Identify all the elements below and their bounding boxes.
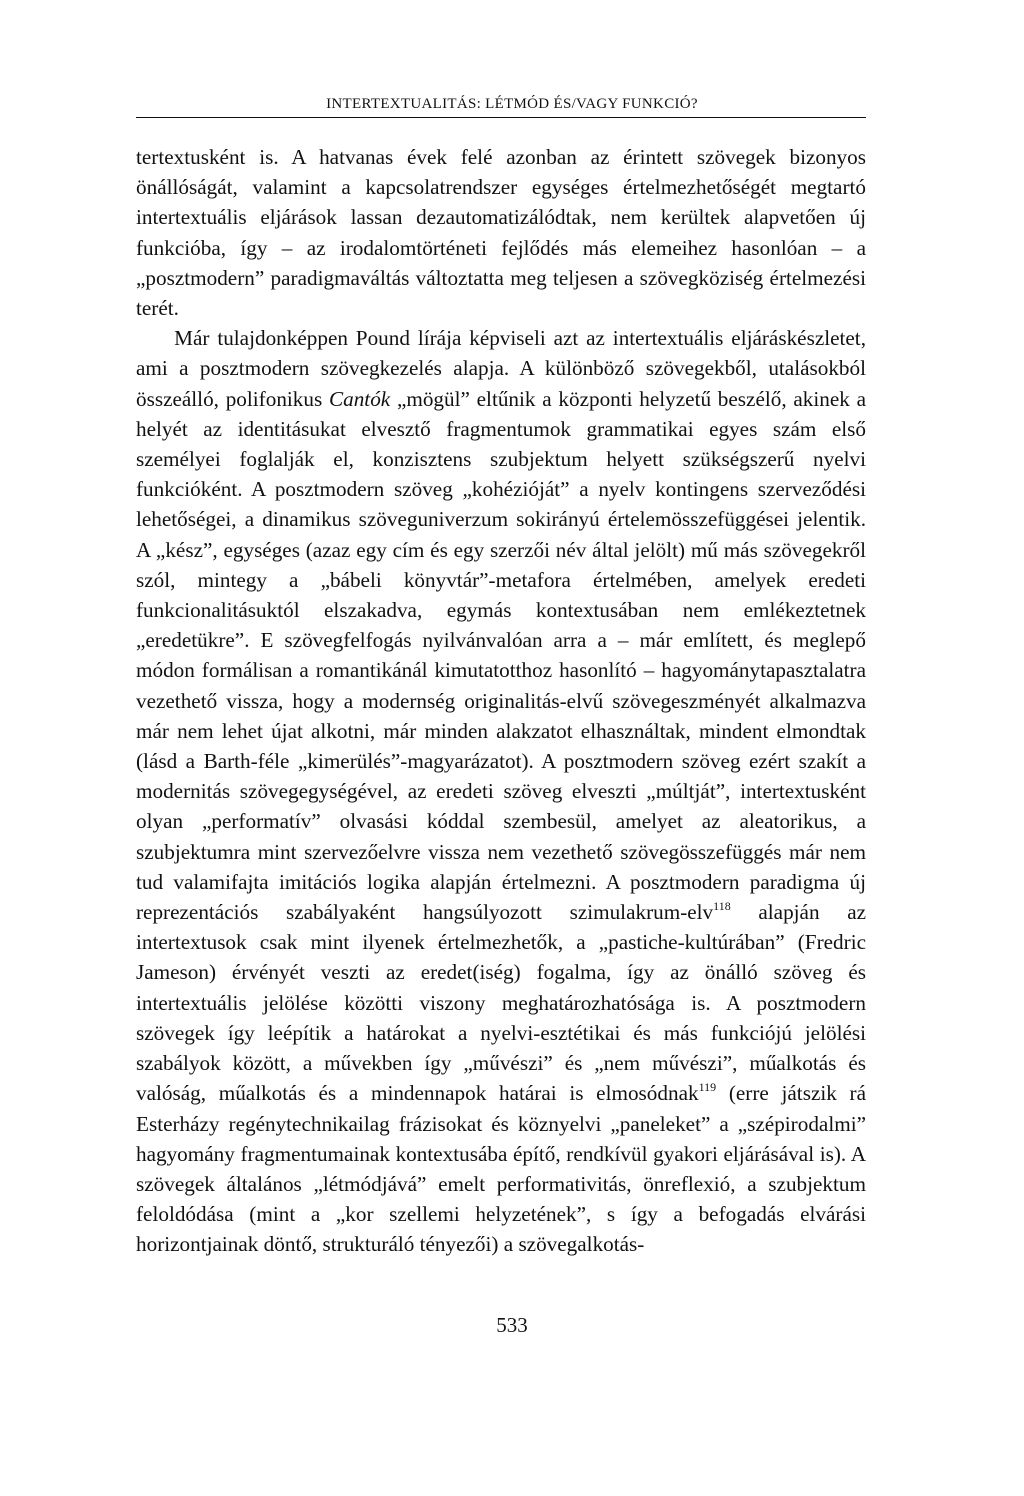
paragraph-2-part-b: „mögül” eltűnik a központi helyzetű beszélő, akinek a helyét az identitásukat elvesztő fragmentumok grammatikai egyes szám első személyei foglalják el, konzisztens szubjektum helyett szükségszerű nyelvi funkcióként. A posztmodern szöveg „kohézióját” a nyelv kontingens szerveződési lehetőségei, a dinamikus szöveguniverzum sokirányú értelemösszefüggései jelentik. A „kész”, egységes (azaz egy cím és egy szerzői név által jelölt) mű más szövegekről szól, mintegy a „bábeli könyvtár”-metafora értelmében, amelyek eredeti funkcionalitásuktól elszakadva, egymás kontextusában nem emlékeztetnek „eredetükre”. E szövegfelfogás nyilvánvalóan arra a – már említett, és meglepő módon formálisan a romantikánál kimutatotthoz hasonlító – hagyománytapasztalatra vezethető vissza, hogy a modernség originalitás-elvű szövegeszményét alkalmazva már nem lehet újat alkotni, már minden alakzatot elhasználtak, mindent elmondtak (lásd a Barth-féle „kimerülés”-magyarázatot). A posztmodern szöveg ezért szakít a modernitás szövegegységével, az eredeti szöveg elveszti „múltját”, intertextusként olyan „performatív” olvasási kóddal szembesül, amelyet az aleatorikus, a szubjektumra mint szervezőelvre vissza nem vezethető szövegösszefüggés már nem tud valamifajta imitációs logika alapján értelmezni. A posztmodern paradigma új reprezentációs szabályaként hangsúlyozott szimulakrum-elv [136,386,867,925]
page-number: 533 [496,1313,528,1337]
paragraph-1: tertextusként is. A hatvanas évek felé azonban az érintett szövegek bizonyos önállóságát, valamint a kapcsolatrendszer egységes értelmezhetőségét megtartó intertextuális eljárások lassan dezautomatizálódtak, nem kerültek alapvetően új funkcióba, így – az irodalomtörténeti fejlődés más elemeihez hasonlóan – a „posztmodern” paradigmaváltás változtatta meg teljesen a szövegköziség értelmezési terét. [136,145,866,321]
paragraph-2-part-d: (erre játszik rá Esterházy regénytechnikailag frázisokat és köznyelvi „paneleket” a „szépirodalmi” hagyomány fragmentumainak kontextusába építő, rendkívül gyakori eljárásával is). A szövegek általános „létmódjává” emelt performativitás, önreflexió, a szubjektum feloldódása (mint a „kor szellemi helyzetének”, s így a befogadás elvárási horizontjainak döntő, strukturáló tényezői) a szövegalkotás- [136,1081,866,1257]
paragraph-2-part-c: alapján az intertextusok csak mint ilyenek értelmezhetők, a „pastiche-kultúrában” (Fredric Jameson) érvényét veszti az eredet(iség) fogalma, így az önálló szöveg és intertextuális jelölése közötti viszony meghatározhatósága is. A posztmodern szövegek így leépítik a határokat a nyelvi-esztétikai és más funkciójú jelölési szabályok között, a művekben így „művészi” és „nem művészi”, műalkotás és valóság, műalkotás és a mindennapok határai is elmosódnak [136,900,867,1106]
paragraph-2 [136,323,866,1259]
running-header: INTERTEXTUALITÁS: LÉTMÓD ÉS/VAGY FUNKCIÓ? [326,96,698,112]
footnote-ref-118[interactable]: 118 [713,899,731,914]
header-rule [136,117,866,118]
footnote-ref-119[interactable]: 119 [698,1080,717,1095]
body-text [136,142,866,1260]
paragraph-2-part-a: Már tulajdonképpen Pound lírája képviseli azt az intertextuális eljáráskészletet, ami a posztmodern szövegkezelés alapja. A különböző szövegekből, utalásokból összeálló, polifonikus [136,326,866,411]
work-title-cantok: Cantók [328,386,391,411]
